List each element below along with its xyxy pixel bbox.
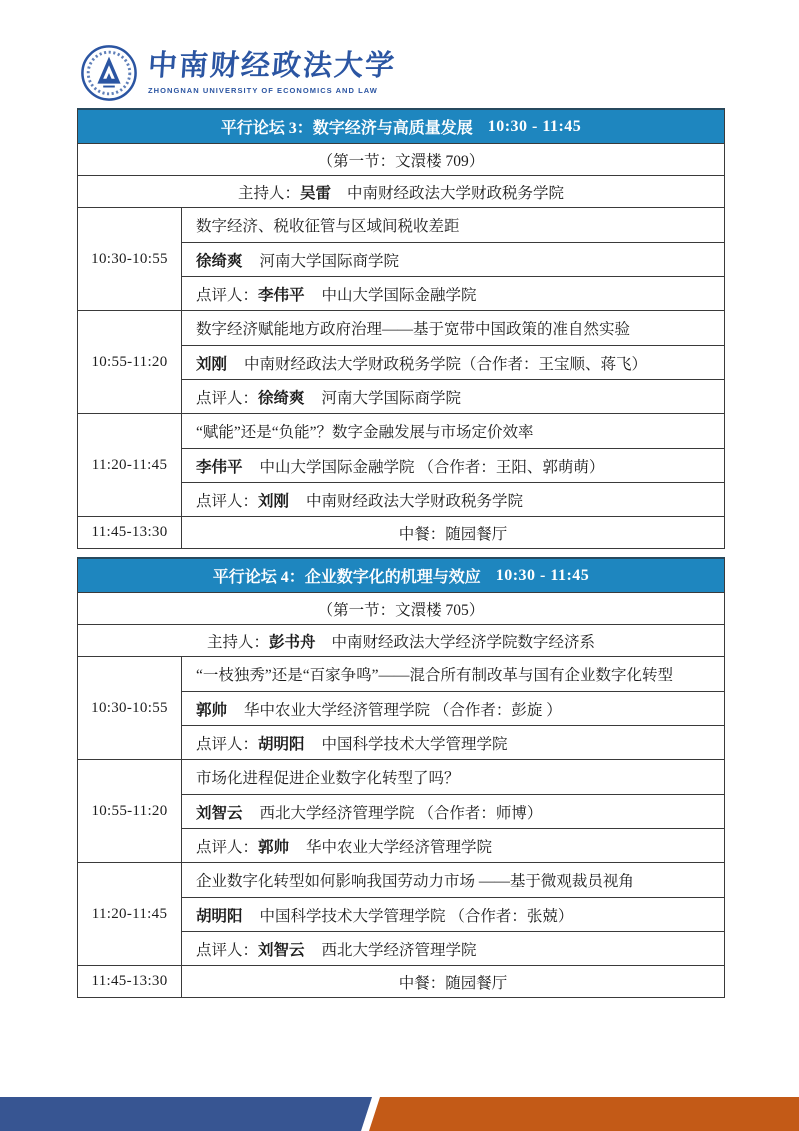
presenter-name: 李伟平: [196, 458, 243, 476]
university-name-cn: 中南财经政法大学: [146, 50, 398, 83]
lunch-text: 中餐：随园餐厅: [398, 525, 508, 543]
presenter-affiliation: 中南财经政法大学财政税务学院（合作者：王宝顺、蒋飞）: [244, 355, 648, 373]
presenter-row: [182, 345, 724, 379]
forum-4-title: 平行论坛 4：企业数字化的机理与效应: [212, 569, 481, 586]
presenter-row: [182, 448, 724, 482]
forum-4-slot-1: [78, 656, 724, 759]
presenter-affiliation: 华中农业大学经济管理学院 （合作者：彭旋 ）: [244, 701, 562, 719]
reviewer-name: 刘智云: [258, 941, 305, 959]
presenter-affiliation: 中山大学国际金融学院 （合作者：王阳、郭萌萌）: [259, 458, 605, 476]
forum-4-session: （第一节：文澴楼 705）: [317, 601, 485, 619]
reviewer-label: 点评人：: [196, 389, 259, 407]
forum-3-table: [77, 108, 725, 549]
paper-title: 市场化进程促进企业数字化转型了吗？: [196, 770, 460, 787]
reviewer-row: [182, 276, 724, 310]
forum-4-time-range: 10:30 - 11:45: [495, 566, 590, 584]
reviewer-name: 徐绮爽: [258, 389, 305, 407]
reviewer-label: 点评人：: [196, 941, 259, 959]
chair-label: 主持人：: [206, 633, 269, 651]
reviewer-affiliation: 中山大学国际金融学院: [321, 286, 477, 304]
forum-4-session-row: [78, 592, 724, 624]
presenter-row: [182, 242, 724, 276]
presenter-affiliation: 西北大学经济管理学院 （合作者：师博）: [259, 804, 543, 822]
footer-decoration: [0, 1097, 799, 1131]
reviewer-affiliation: 中国科学技术大学管理学院: [321, 735, 508, 753]
forum-4-header: [78, 559, 724, 592]
reviewer-name: 李伟平: [258, 286, 305, 304]
forum-4-slot-2: [78, 759, 724, 862]
lunch-text: 中餐：随园餐厅: [398, 974, 508, 992]
reviewer-label: 点评人：: [196, 286, 259, 304]
reviewer-row: [182, 482, 724, 516]
reviewer-affiliation: 华中农业大学经济管理学院: [306, 838, 493, 856]
university-logo: [80, 42, 396, 104]
reviewer-label: 点评人：: [196, 735, 259, 753]
university-name-en: ZHONGNAN UNIVERSITY OF ECONOMICS AND LAW: [148, 85, 378, 95]
chair-name: 吴雷: [299, 184, 331, 202]
reviewer-row: [182, 725, 724, 759]
forum-3-chair-row: [78, 175, 724, 207]
slot-time: 10:30-10:55: [78, 208, 182, 310]
paper-title: 数字经济赋能地方政府治理——基于宽带中国政策的准自然实验: [196, 321, 631, 338]
slot-time: 10:55-11:20: [78, 760, 182, 862]
presenter-name: 刘刚: [196, 355, 228, 373]
slot-time: 10:55-11:20: [78, 311, 182, 413]
reviewer-affiliation: 河南大学国际商学院: [321, 389, 462, 407]
forum-3-lunch-row: [78, 516, 724, 548]
reviewer-label: 点评人：: [196, 838, 259, 856]
forum-4-slot-3: [78, 862, 724, 965]
forum-3-session: （第一节：文澴楼 709）: [317, 152, 485, 170]
university-name: [148, 51, 396, 95]
reviewer-row: [182, 931, 724, 965]
university-seal-icon: [80, 44, 138, 102]
slot-time: 10:30-10:55: [78, 657, 182, 759]
chair-name: 彭书舟: [268, 633, 316, 651]
forum-3-slot-2: [78, 310, 724, 413]
forum-3-session-row: [78, 143, 724, 175]
forum-3-header: [78, 110, 724, 143]
presenter-name: 胡明阳: [196, 907, 243, 925]
reviewer-name: 郭帅: [258, 838, 290, 856]
paper-title: “赋能”还是“负能”？数字金融发展与市场定价效率: [196, 424, 534, 441]
presenter-name: 刘智云: [196, 804, 243, 822]
reviewer-row: [182, 379, 724, 413]
slot-time: 11:20-11:45: [78, 414, 182, 516]
presenter-row: [182, 691, 724, 725]
forum-3-slot-3: [78, 413, 724, 516]
paper-title: “一枝独秀”还是“百家争鸣”——混合所有制改革与国有企业数字化转型: [196, 667, 674, 684]
forum-3-slot-1: [78, 207, 724, 310]
forum-4-lunch-row: [78, 965, 724, 997]
chair-affiliation: 中南财经政法大学财政税务学院: [347, 184, 565, 202]
forum-3-time-range: 10:30 - 11:45: [487, 117, 582, 135]
chair-affiliation: 中南财经政法大学经济学院数字经济系: [331, 633, 596, 651]
presenter-name: 郭帅: [196, 701, 228, 719]
reviewer-name: 胡明阳: [258, 735, 305, 753]
reviewer-label: 点评人：: [196, 492, 259, 510]
reviewer-row: [182, 828, 724, 862]
forum-4-chair-row: [78, 624, 724, 656]
reviewer-affiliation: 西北大学经济管理学院: [321, 941, 477, 959]
presenter-row: [182, 794, 724, 828]
forum-4-table: [77, 557, 725, 998]
paper-title: 企业数字化转型如何影响我国劳动力市场 ——基于微观裁员视角: [196, 873, 634, 890]
paper-title: 数字经济、税收征管与区域间税收差距: [196, 218, 460, 235]
lunch-time: 11:45-13:30: [78, 517, 182, 548]
presenter-row: [182, 897, 724, 931]
slot-time: 11:20-11:45: [78, 863, 182, 965]
forum-3-title: 平行论坛 3：数字经济与高质量发展: [220, 120, 473, 137]
reviewer-name: 刘刚: [258, 492, 290, 510]
lunch-time: 11:45-13:30: [78, 966, 182, 997]
presenter-name: 徐绮爽: [196, 252, 243, 270]
presenter-affiliation: 河南大学国际商学院: [259, 252, 400, 270]
reviewer-affiliation: 中南财经政法大学财政税务学院: [306, 492, 524, 510]
chair-label: 主持人：: [237, 184, 300, 202]
presenter-affiliation: 中国科学技术大学管理学院 （合作者：张兢）: [259, 907, 574, 925]
